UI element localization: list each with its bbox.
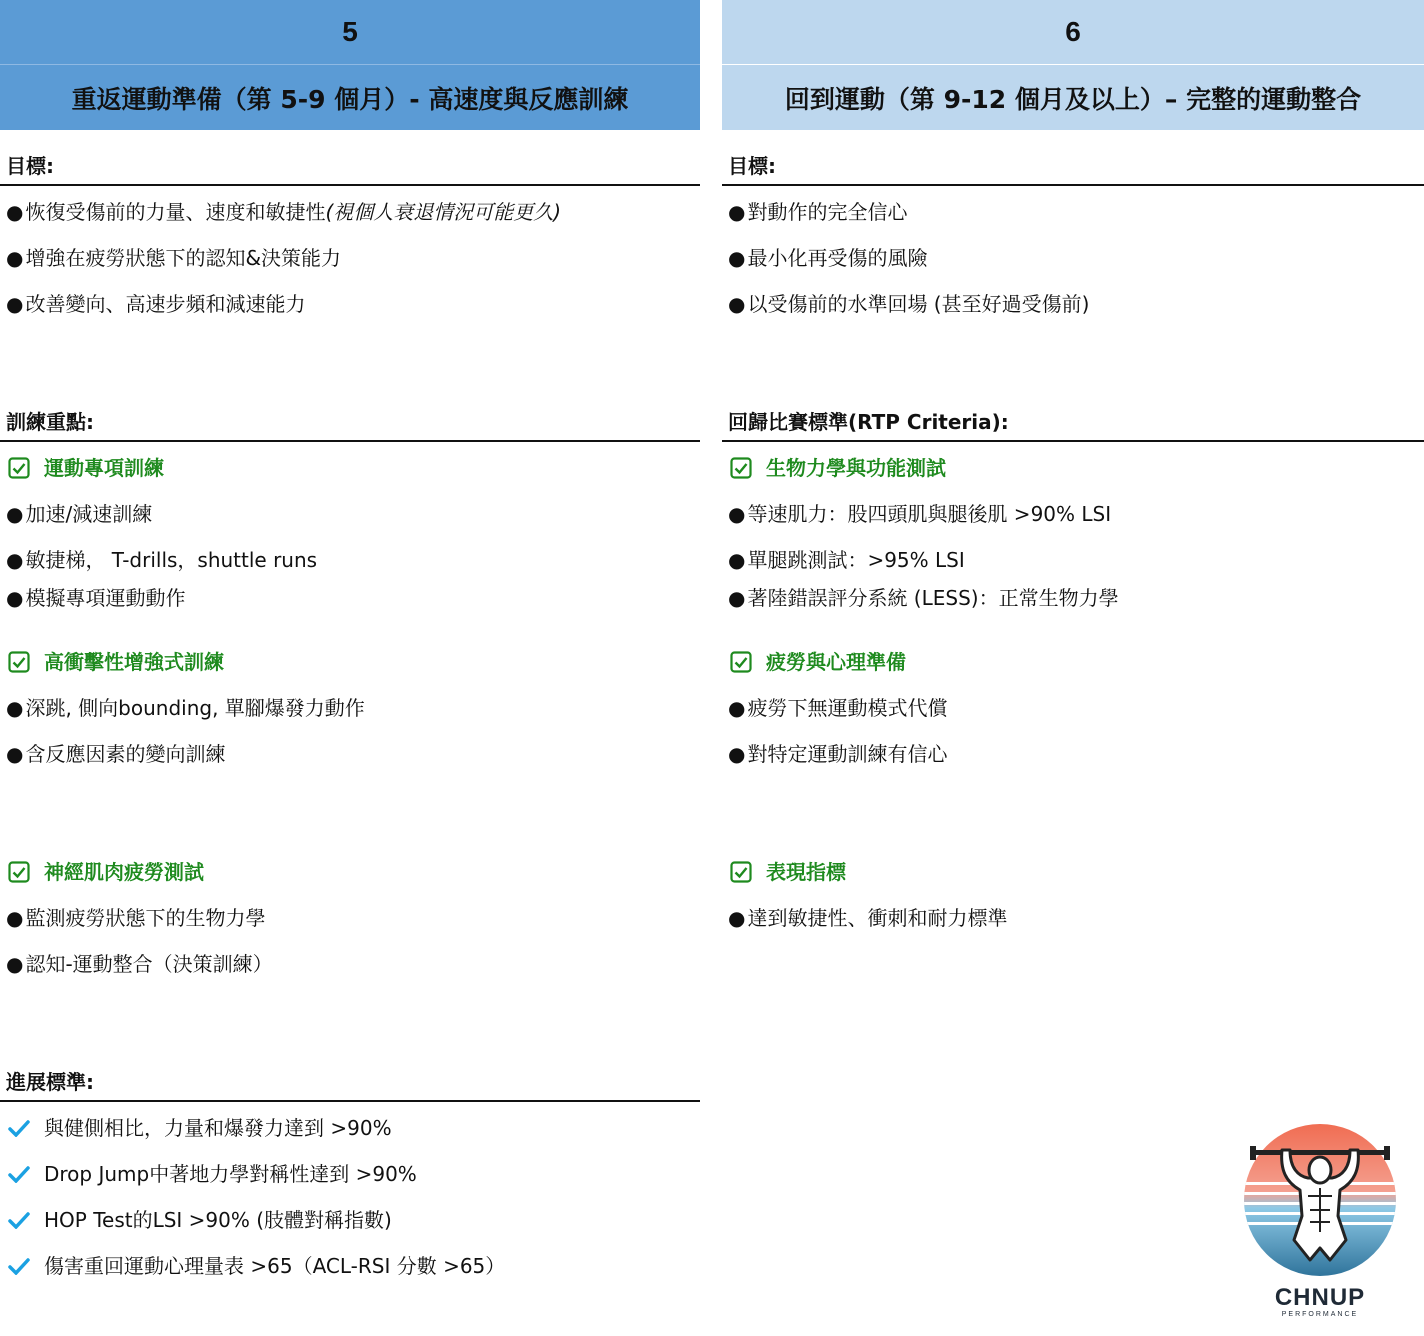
checkbox-icon	[8, 651, 30, 673]
left-group-heading: 神經肌肉疲勞測試	[8, 858, 204, 886]
left-stage-number: 5	[0, 0, 700, 65]
right-criteria-title: 回歸比賽標準(RTP Criteria):	[722, 402, 1424, 442]
right-group-heading: 生物力學與功能測試	[730, 454, 946, 482]
left-progress-title: 進展標準:	[0, 1062, 700, 1102]
logo-subtitle: PERFORMANCE	[1281, 1311, 1359, 1318]
checkmark-icon	[8, 1165, 30, 1183]
left-header	[0, 0, 700, 130]
logo-emblem-icon	[1242, 1120, 1398, 1280]
checkbox-icon	[730, 861, 752, 883]
logo-wordmark: CHNUP	[1274, 1284, 1366, 1311]
left-group-heading: 高衝擊性增強式訓練	[8, 648, 224, 676]
right-criteria-item: ● 對特定運動訓練有信心	[728, 742, 948, 766]
checkbox-icon	[730, 651, 752, 673]
right-goal-item: ● 以受傷前的水準回場 (甚至好過受傷前)	[728, 292, 1090, 316]
left-stage-title: 重返運動準備（第 5-9 個月）- 高速度與反應訓練	[71, 84, 629, 114]
right-criteria-item: ● 著陸錯誤評分系統 (LESS)：正常生物力學	[728, 586, 1119, 610]
left-focus-title: 訓練重點:	[0, 402, 700, 442]
progress-item: 與健側相比，力量和爆發力達到 >90%	[8, 1114, 392, 1142]
right-criteria-item: ● 單腿跳測試：>95% LSI	[728, 548, 965, 572]
checkbox-icon	[8, 457, 30, 479]
left-focus-item: ● 監測疲勞狀態下的生物力學	[6, 906, 266, 930]
chnup-logo	[1242, 1120, 1398, 1320]
left-focus-item: ● 敏捷梯， T-drills，shuttle runs	[6, 548, 318, 572]
right-header	[722, 0, 1424, 130]
right-criteria-item: ● 達到敏捷性、衝刺和耐力標準	[728, 906, 1008, 930]
checkbox-icon	[8, 861, 30, 883]
left-goal-item: ● 增強在疲勞狀態下的認知&決策能力	[6, 246, 342, 270]
left-goals-title: 目標:	[0, 146, 700, 186]
right-group-heading: 疲勞與心理準備	[730, 648, 906, 676]
left-group-heading: 運動專項訓練	[8, 454, 164, 482]
left-goal-item: ● 改善變向、高速步頻和減速能力	[6, 292, 306, 316]
right-stage-number: 6	[722, 0, 1424, 65]
right-criteria-item: ● 疲勞下無運動模式代償	[728, 696, 948, 720]
right-criteria-item: ● 等速肌力：股四頭肌與腿後肌 >90% LSI	[728, 502, 1112, 526]
right-stage-title: 回到運動（第 9-12 個月及以上）– 完整的運動整合	[784, 84, 1362, 114]
checkmark-icon	[8, 1119, 30, 1137]
right-group-heading: 表現指標	[730, 858, 846, 886]
progress-item: 傷害重回運動心理量表 >65（ACL-RSI 分數 >65）	[8, 1252, 505, 1280]
progress-item: Drop Jump中著地力學對稱性達到 >90%	[8, 1160, 417, 1188]
left-focus-item: ● 深跳, 側向bounding, 單腳爆發力動作	[6, 696, 365, 720]
checkbox-icon	[730, 457, 752, 479]
left-focus-item: ● 加速/減速訓練	[6, 502, 153, 526]
progress-item: HOP Test的LSI >90% (肢體對稱指數)	[8, 1206, 392, 1234]
left-goal-item: ● 恢復受傷前的力量、速度和敏捷性(視個人衰退情況可能更久)	[6, 200, 562, 224]
left-focus-item: ● 模擬專項運動動作	[6, 586, 186, 610]
right-goals-title: 目標:	[722, 146, 1424, 186]
right-goal-item: ● 對動作的完全信心	[728, 200, 908, 224]
checkmark-icon	[8, 1211, 30, 1229]
left-focus-item: ● 含反應因素的變向訓練	[6, 742, 226, 766]
left-focus-item: ● 認知-運動整合（決策訓練）	[6, 952, 273, 976]
right-goal-item: ● 最小化再受傷的風險	[728, 246, 928, 270]
checkmark-icon	[8, 1257, 30, 1275]
